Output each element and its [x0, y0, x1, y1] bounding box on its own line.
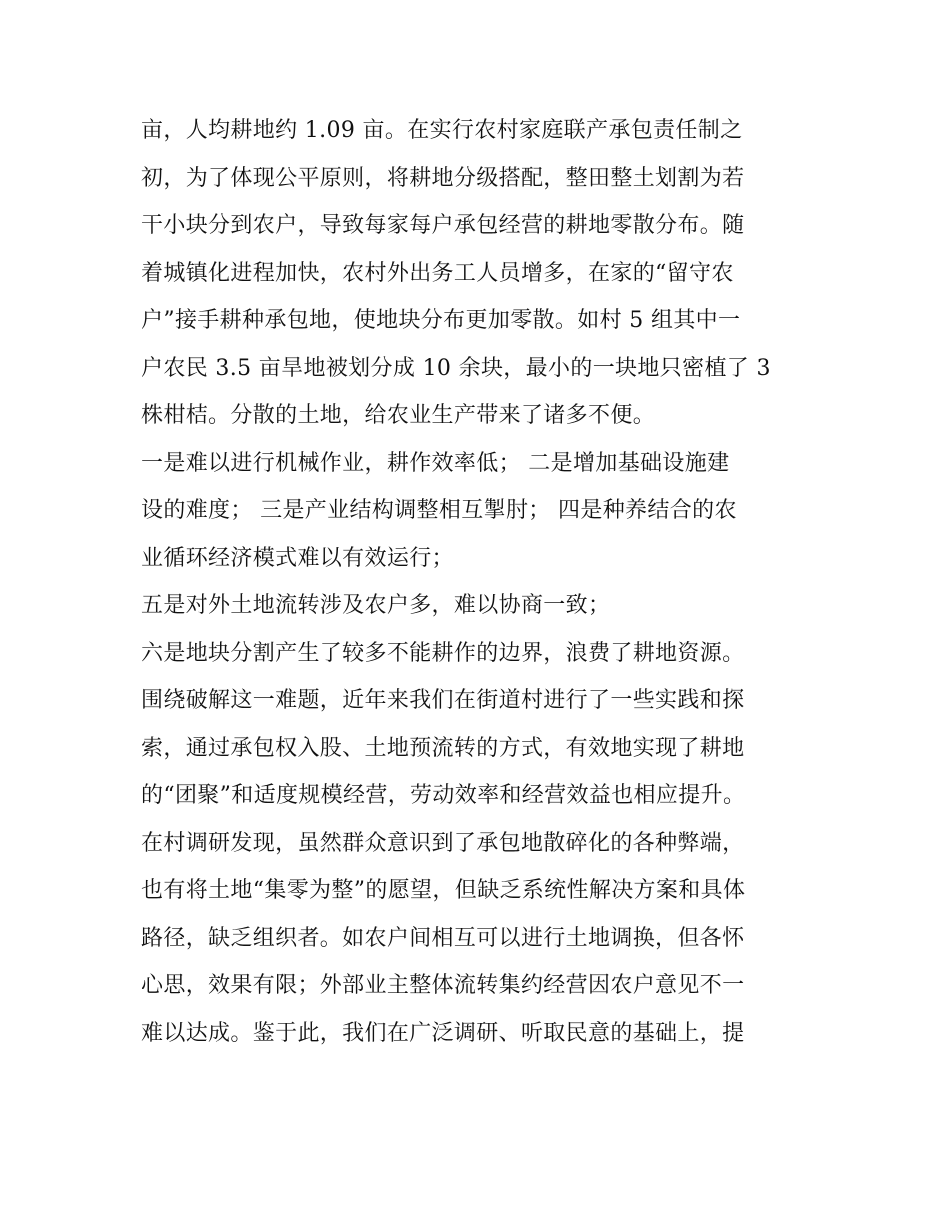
text-line: 干小块分到农户，导致每家每户承包经营的耕地零散分布。随	[141, 213, 745, 238]
text-line: 着城镇化进程加快，农村外出务工人员增多，在家的“留守农	[141, 260, 734, 286]
text-line: 五是对外土地流转涉及农户多，难以协商一致；	[141, 593, 611, 618]
text-line: 户农民 3.5 亩旱地被划分成 10 余块，最小的一块地只密植了 3	[141, 355, 771, 381]
text-line: 围绕破解这一难题，近年来我们在街道村进行了一些实践和探	[141, 688, 745, 713]
text-line: 心思，效果有限；外部业主整体流转集约经营因农户意见不一	[141, 973, 745, 998]
text-line: 一是难以进行机械作业，耕作效率低； 二是增加基础设施建	[141, 450, 730, 476]
body-text	[141, 107, 821, 1057]
text-line: 索，通过承包权入股、土地预流转的方式，有效地实现了耕地	[141, 735, 745, 761]
text-line: 户”接手耕种承包地，使地块分布更加零散。如村 5 组其中一	[141, 308, 741, 333]
text-line: 设的难度； 三是产业结构调整相互掣肘； 四是种养结合的农	[141, 498, 737, 523]
text-line: 在村调研发现，虽然群众意识到了承包地散碎化的各种弊端，	[141, 830, 745, 856]
text-line: 难以达成。鉴于此，我们在广泛调研、听取民意的基础上，提	[141, 1020, 745, 1046]
text-line: 路径，缺乏组织者。如农户间相互可以进行土地调换，但各怀	[141, 925, 745, 951]
text-line: 亩，人均耕地约 1.09 亩。在实行农村家庭联产承包责任制之	[141, 118, 743, 143]
text-line: 的“团聚”和适度规模经营，劳动效率和经营效益也相应提升。	[141, 783, 746, 808]
text-line: 初，为了体现公平原则，将耕地分级搭配，整田整土划割为若	[141, 165, 745, 191]
text-line: 六是地块分割产生了较多不能耕作的边界，浪费了耕地资源。	[141, 640, 745, 666]
text-line: 也有将土地“集零为整”的愿望，但缺乏系统性解决方案和具体	[141, 878, 746, 903]
text-line: 株柑桔。分散的土地，给农业生产带来了诸多不便。	[141, 403, 656, 428]
text-line: 业循环经济模式难以有效运行；	[141, 545, 454, 571]
